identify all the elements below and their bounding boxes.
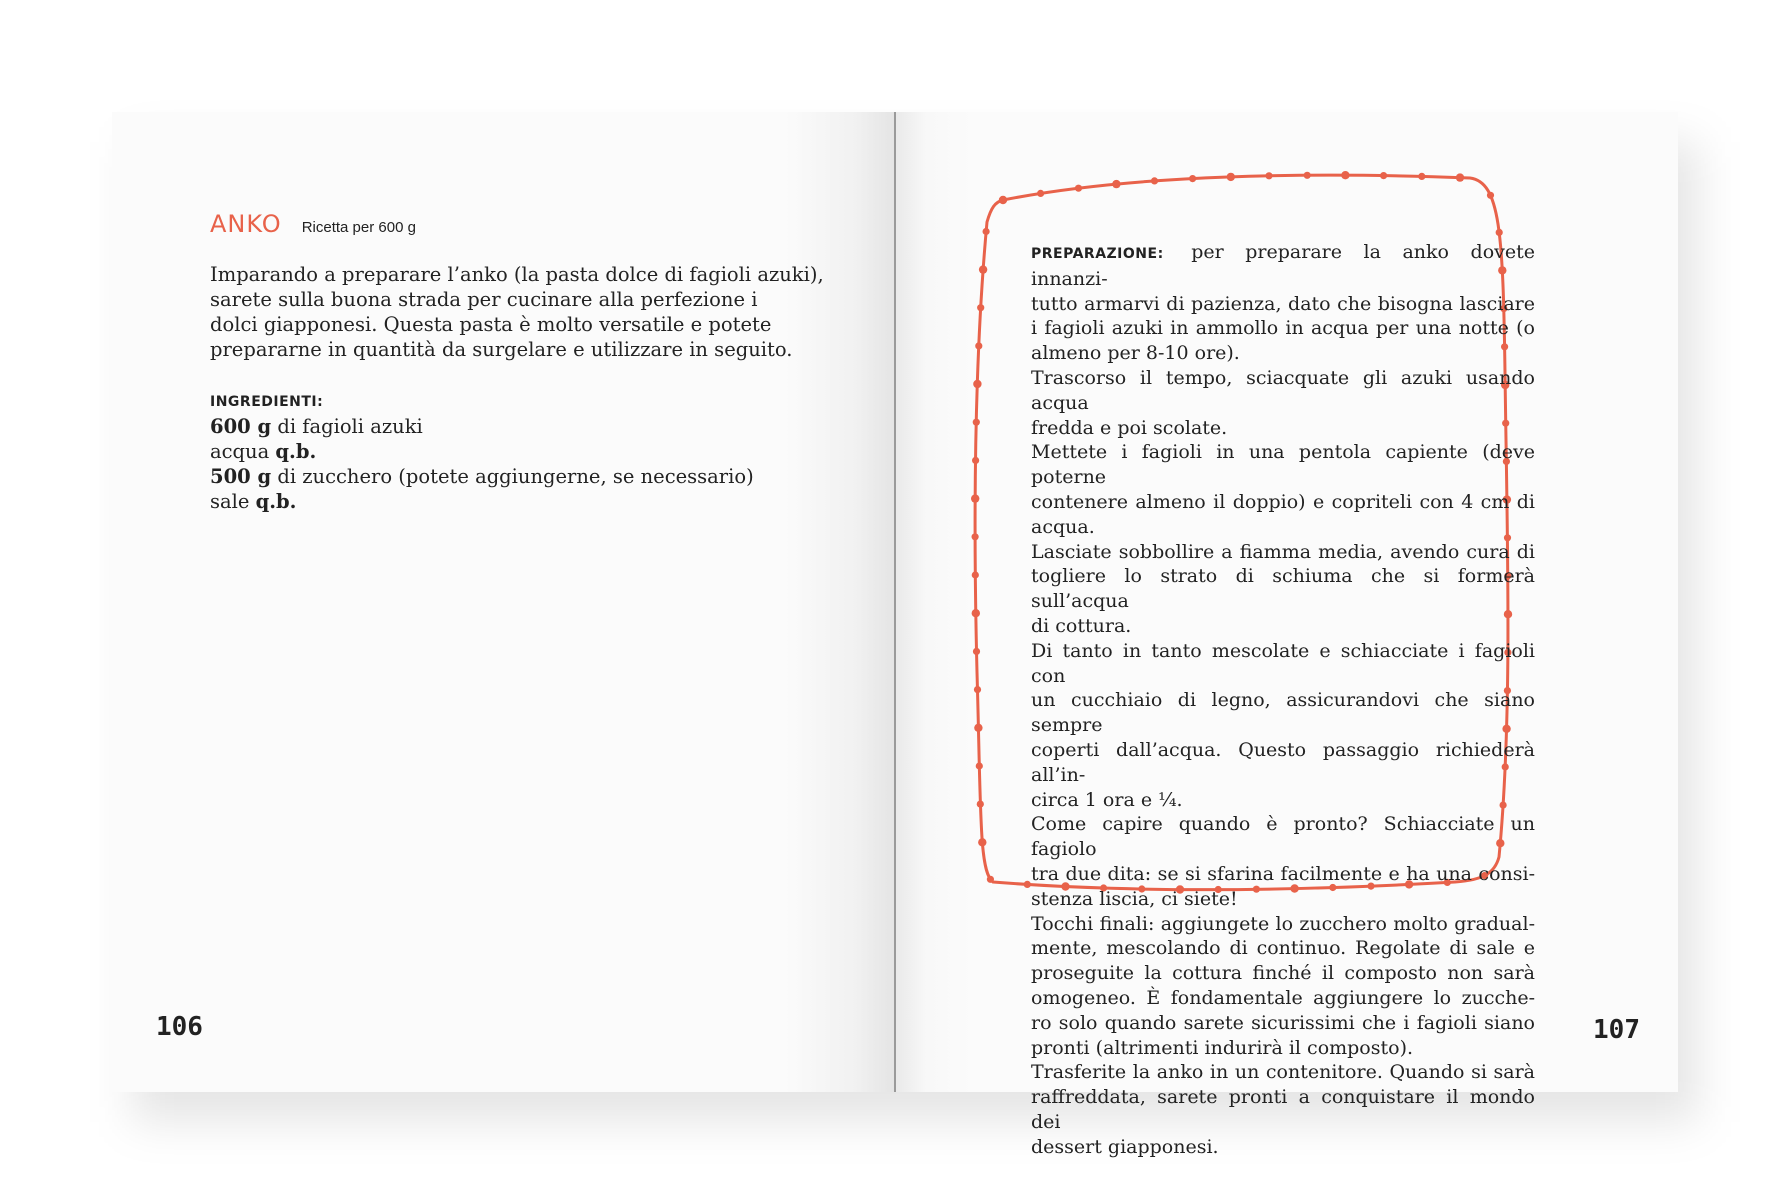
prep-line: Trascorso il tempo, sciacquate gli azuki usando acqua [1031,366,1535,414]
frame-dot [974,724,982,732]
frame-dot [975,342,982,349]
frame-dot [977,304,984,311]
frame-dot [999,196,1007,204]
recipe-title: ANKO [210,210,282,238]
prep-line: un cucchiaio di legno, assicurandovi che siano sempre [1031,689,1535,737]
prep-line: mente, mescolando di continuo. Regolate di sale e [1031,937,1535,960]
prep-line: Come capire quando è pronto? Schiacciate un fagiolo [1031,813,1535,861]
left-page [112,112,895,1092]
prep-line: togliere lo strato di schiuma che si formerà sull’acqua [1031,565,1535,613]
ingredient-quantity: 600 g [210,415,272,438]
intro-line: dolci giapponesi. Questa pasta è molto versatile e potete [210,313,772,336]
prep-line: circa 1 ora e ¼. [1031,788,1183,811]
frame-dot [971,494,979,502]
frame-dot [1496,229,1503,236]
prep-line: Trasferite la anko in un contenitore. Quando si sarà [1031,1061,1535,1084]
frame-dot [1189,175,1196,182]
ingredient-quantity: q.b. [255,490,297,513]
open-book [112,112,1678,1158]
ingredient-item: 500 g di zucchero (potete aggiungerne, se necessario) [210,465,754,488]
frame-dot [1380,172,1387,179]
prep-line: dessert giapponesi. [1031,1135,1219,1158]
frame-dot [987,876,994,883]
frame-dot [1151,177,1158,184]
frame-dot [1456,173,1464,181]
intro-line: Imparando a preparare l’anko (la pasta dolce di fagioli azuki), [210,263,824,286]
ingredient-quantity: 500 g [210,465,272,488]
prep-line: contenere almeno il doppio) e copriteli con 4 cm di [1031,490,1535,513]
prep-line: omogeneo. È fondamentale aggiungere lo zucche- [1031,986,1535,1009]
intro-line: prepararne in quantità da surgelare e utilizzare in seguito. [210,338,793,361]
frame-dot [978,838,986,846]
ingredient-item: acqua q.b. [210,440,317,463]
prep-line: almeno per 8-10 ore). [1031,342,1240,365]
recipe-yield: Ricetta per 600 g [301,219,416,236]
frame-dot [976,762,983,769]
prep-line: Di tanto in tanto mescolate e schiacciate i fagioli con [1031,639,1535,687]
prep-line: raffreddata, sarete pronti a conquistare il mondo dei [1031,1086,1535,1133]
ingredient-item: sale q.b. [210,490,297,513]
frame-dot [1227,173,1235,181]
prep-line: PREPARAZIONE: per preparare la anko dovete innanzi- [1031,241,1535,290]
page-number-right: 107 [1593,1015,1640,1045]
prep-line: i fagioli azuki in ammollo in acqua per una notte (o [1031,317,1535,340]
prep-line: pronti (altrimenti indurirà il composto). [1031,1036,1414,1059]
prep-line: acqua. [1031,515,1095,538]
frame-dot [973,419,980,426]
frame-dot [1341,171,1349,179]
frame-dot [1112,180,1120,188]
book-spine [894,112,896,1092]
frame-dot [972,571,979,578]
preparation-text [1031,240,1535,1159]
page-number-left: 106 [156,1012,203,1042]
ingredient-item: 600 g di fagioli azuki [210,415,423,438]
frame-dot [972,457,979,464]
ingredients-list [210,414,754,514]
frame-dot [974,686,981,693]
frame-dot [983,228,990,235]
prep-line: ro solo quando sarete sicurissimi che i fagioli siano [1031,1011,1535,1034]
frame-dot [1418,173,1425,180]
frame-dot [973,380,981,388]
frame-dot [1075,185,1082,192]
preparation-heading: PREPARAZIONE: [1031,246,1164,262]
prep-line: proseguite la cottura finché il composto non sarà [1031,962,1535,985]
prep-line: tutto armarvi di pazienza, dato che bisogna lasciare [1031,292,1535,315]
prep-line: stenza liscia, ci siete! [1031,887,1238,910]
prep-line: coperti dall’acqua. Questo passaggio richiederà all’in- [1031,738,1535,786]
frame-dot [1037,190,1044,197]
frame-dot [972,533,979,540]
frame-dot [979,265,987,273]
ingredients-heading: INGREDIENTI: [210,394,324,410]
prep-line: fredda e poi scolate. [1031,416,1228,439]
frame-dot [1487,192,1494,199]
right-page [895,112,1678,1158]
frame-dot [1304,172,1311,179]
prep-line: di cottura. [1031,614,1132,637]
intro-line: sarete sulla buona strada per cucinare alla perfezione i [210,288,758,311]
frame-dot [977,801,984,808]
prep-line: Lasciate sobbollire a fiamma media, avendo cura di [1031,540,1535,563]
frame-dot [1265,172,1272,179]
prep-line: Tocchi finali: aggiungete lo zucchero molto gradual- [1031,912,1535,935]
prep-line: tra due dita: se si sfarina facilmente e ha una consi- [1031,862,1535,885]
recipe-title-row [210,210,416,238]
intro-paragraph [210,262,824,362]
frame-dot [1024,881,1031,888]
frame-dot [973,648,980,655]
prep-line: Mettete i fagioli in una pentola capiente (deve poterne [1031,441,1535,489]
frame-dot [972,609,980,617]
ingredient-quantity: q.b. [275,440,317,463]
